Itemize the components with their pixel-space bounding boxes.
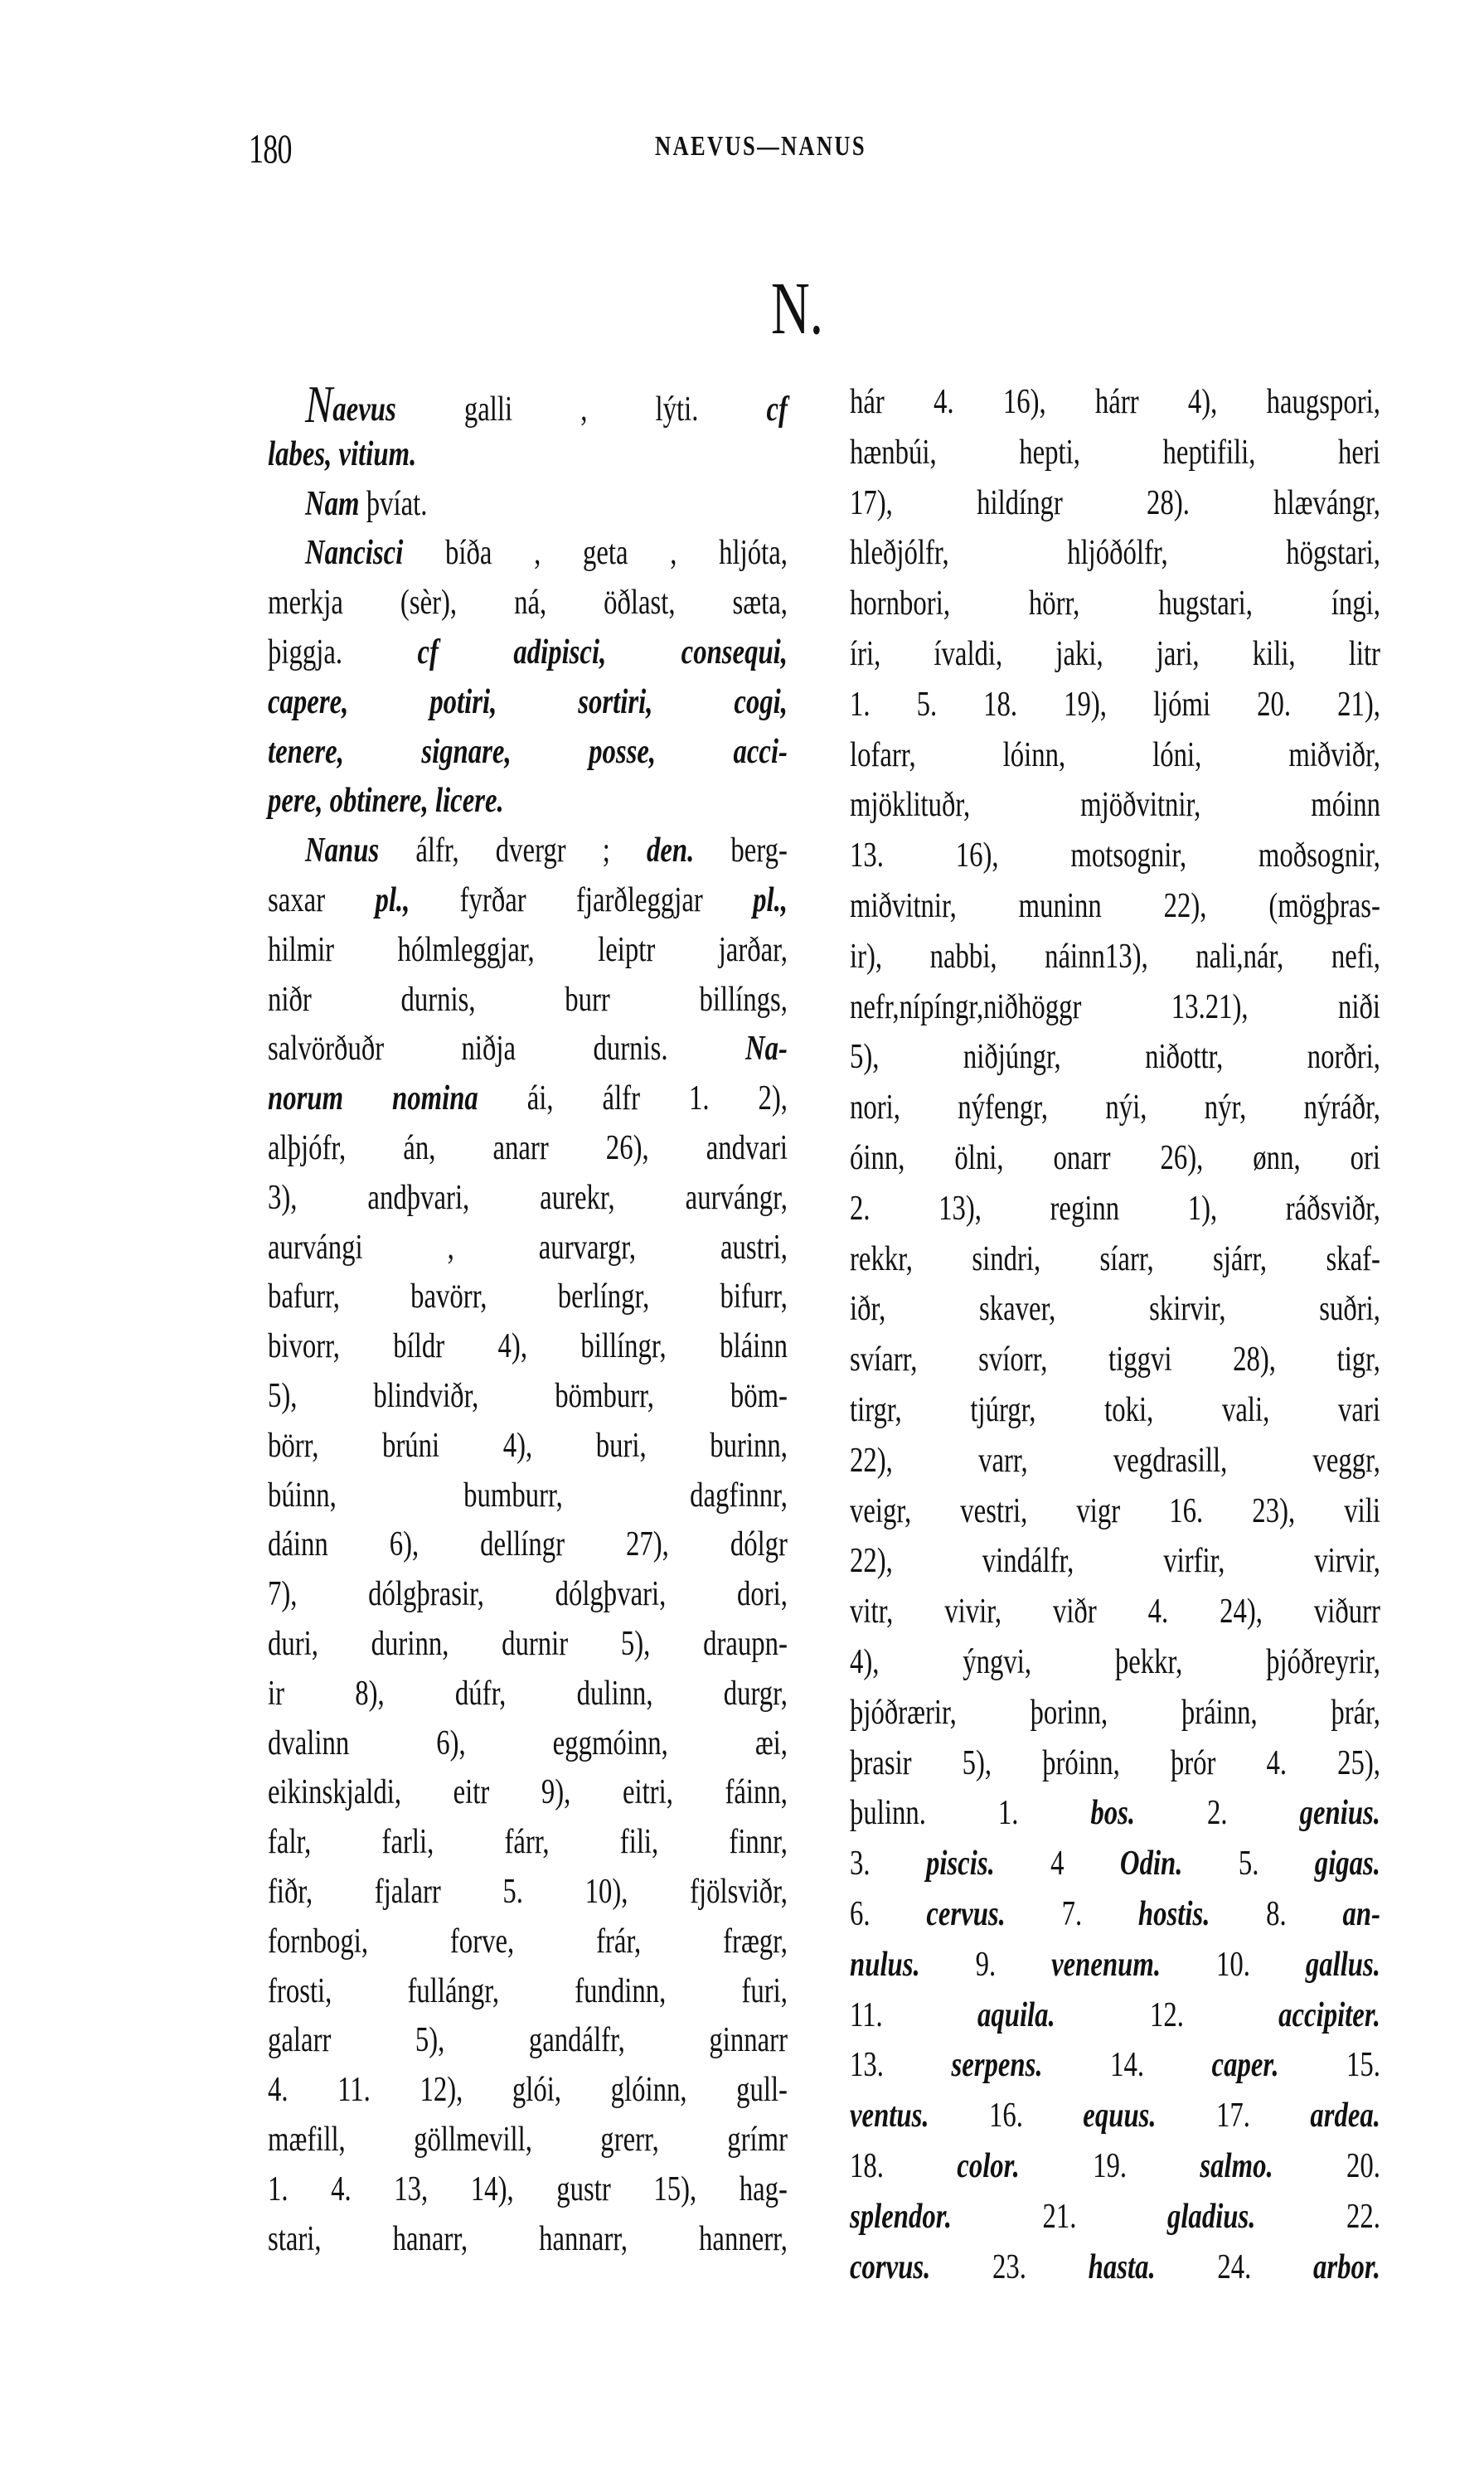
latin-italic-run: norum nomina xyxy=(268,1079,478,1118)
text-line xyxy=(268,1817,788,1867)
latin-italic-run: salmo. xyxy=(1200,2147,1273,2185)
text-line xyxy=(268,925,788,975)
latin-italic-run: equus. xyxy=(1083,2097,1157,2136)
text-run: hár 4. 16), hárr 4), haugspori, xyxy=(850,383,1380,421)
text-line xyxy=(268,1619,788,1669)
text-run: fornbogi, forve, frár, frægr, xyxy=(268,1922,788,1961)
text-run: 2. 13), reginn 1), ráðsviðr, xyxy=(850,1189,1380,1228)
text-run: íri, ívaldi, jaki, jari, kili, litr xyxy=(850,635,1380,673)
text-line xyxy=(268,628,788,677)
text-run: berg- xyxy=(694,831,788,870)
text-line xyxy=(268,875,788,925)
latin-italic-run: arbor. xyxy=(1312,2247,1380,2286)
latin-italic-run: den. xyxy=(646,831,695,870)
text-line xyxy=(268,2214,788,2264)
text-run: bíða , geta , hljóta, xyxy=(403,534,788,573)
text-line xyxy=(268,1421,788,1471)
text-line xyxy=(850,2040,1380,2090)
text-run: þrasir 5), þróinn, þrór 4. 25), xyxy=(850,1743,1380,1782)
latin-italic-run: Nancisci xyxy=(305,534,404,573)
text-run: 4 xyxy=(994,1845,1120,1883)
text-run: 17), hildíngr 28). hlævángr, xyxy=(850,483,1380,522)
text-run: 13. 16), motsognir, moðsognir, xyxy=(850,836,1380,875)
text-line xyxy=(850,780,1380,830)
text-run: bivorr, bíldr 4), billíngr, bláinn xyxy=(268,1327,788,1366)
latin-italic-run: an- xyxy=(1342,1895,1380,1933)
text-run: 7), dólgþrasir, dólgþvari, dori, xyxy=(268,1575,788,1614)
text-line xyxy=(268,975,788,1025)
latin-italic-run: tenere, signare, posse, acci- xyxy=(268,732,788,771)
text-run: þvíat. xyxy=(359,484,428,523)
text-run: 5. xyxy=(1182,1845,1315,1883)
text-run: 3. xyxy=(850,1845,926,1883)
initial-capital: N xyxy=(305,375,333,434)
text-run: svíarr, svíorr, tiggvi 28), tigr, xyxy=(850,1340,1380,1379)
text-line xyxy=(850,2091,1380,2140)
latin-italic-run: ventus. xyxy=(850,2097,929,2136)
text-line xyxy=(268,1867,788,1917)
text-line xyxy=(268,1719,788,1768)
text-run: 8. xyxy=(1210,1895,1343,1933)
text-run: 11. xyxy=(850,1995,977,2034)
text-run: 23. xyxy=(930,2247,1089,2286)
text-line xyxy=(268,1569,788,1619)
latin-italic-run: aquila. xyxy=(977,1995,1055,2034)
text-run: 22), varr, vegdrasill, veggr, xyxy=(850,1441,1380,1480)
text-line xyxy=(850,1536,1380,1586)
text-line xyxy=(268,1223,788,1273)
text-line xyxy=(850,932,1380,982)
text-run: iðr, skaver, skirvir, suðri, xyxy=(850,1290,1380,1329)
text-run: salvörðuðr niðja durnis. xyxy=(268,1030,746,1069)
text-run: dáinn 6), dellíngr 27), dólgr xyxy=(268,1525,788,1564)
latin-italic-run: nulus. xyxy=(850,1945,920,1984)
text-run: miðvitnir, muninn 22), (mögþras- xyxy=(850,887,1380,925)
running-head-title: NAEVUS—NANUS xyxy=(655,131,867,162)
text-run: galarr 5), gandálfr, ginnarr xyxy=(268,2021,788,2060)
text-line xyxy=(850,1234,1380,1284)
latin-italic-run: pere, obtinere, licere. xyxy=(268,782,504,821)
text-run: 15. xyxy=(1278,2046,1380,2085)
text-run: 1. 4. 13, 14), gustr 15), hag- xyxy=(268,2169,788,2208)
text-line xyxy=(268,2065,788,2115)
text-line xyxy=(268,2165,788,2214)
text-run: 16. xyxy=(929,2097,1084,2136)
text-line xyxy=(268,1173,788,1223)
text-line xyxy=(268,429,788,479)
text-line xyxy=(268,479,788,529)
text-run: 4), ýngvi, þekkr, þjóðreyrir, xyxy=(850,1643,1380,1681)
text-run: 3), andþvari, aurekr, aurvángr, xyxy=(268,1178,788,1217)
text-run: aurvángi , aurvargr, austri, xyxy=(268,1228,788,1267)
text-line xyxy=(850,377,1380,427)
text-run: merkja (sèr), ná, öðlast, sæta, xyxy=(268,584,788,623)
text-line xyxy=(268,1520,788,1569)
text-run: 6. xyxy=(850,1895,927,1933)
latin-italic-run: genius. xyxy=(1299,1794,1380,1833)
running-header xyxy=(0,124,1484,174)
text-run: vitr, vivir, viðr 4. 24), viðurr xyxy=(850,1593,1380,1631)
text-run: hilmir hólmleggjar, leiptr jarðar, xyxy=(268,930,788,969)
text-line xyxy=(268,1024,788,1074)
latin-italic-run: accipiter. xyxy=(1278,1995,1380,2034)
text-line xyxy=(850,1486,1380,1536)
text-line xyxy=(850,1738,1380,1788)
latin-italic-run: corvus. xyxy=(850,2247,931,2286)
text-line xyxy=(850,1587,1380,1636)
text-run: dvalinn 6), eggmóinn, æi, xyxy=(268,1723,788,1762)
section-letter-heading: N. xyxy=(771,268,823,350)
text-run: 19. xyxy=(1019,2147,1200,2185)
text-run: þjóðrærir, þorinn, þráinn, þrár, xyxy=(850,1693,1380,1732)
latin-italic-run: cf xyxy=(766,390,788,429)
text-line xyxy=(268,2115,788,2165)
text-line xyxy=(850,881,1380,931)
text-run: alþjófr, án, anarr 26), andvari xyxy=(268,1129,788,1167)
text-line xyxy=(268,1272,788,1321)
text-line xyxy=(850,1990,1380,2040)
text-run: mjöklituðr, mjöðvitnir, móinn xyxy=(850,786,1380,825)
latin-italic-run: Na- xyxy=(745,1030,788,1069)
text-run: 22), vindálfr, virfir, virvir, xyxy=(850,1542,1380,1581)
latin-italic-run: Nanus xyxy=(305,831,380,870)
text-line xyxy=(850,982,1380,1032)
text-run: 1. 5. 18. 19), ljómi 20. 21), xyxy=(850,685,1380,724)
text-line xyxy=(268,1123,788,1173)
text-run: 10. xyxy=(1161,1945,1306,1984)
text-run: 17. xyxy=(1156,2097,1311,2136)
text-line xyxy=(850,579,1380,628)
text-run: 4. 11. 12), glói, glóinn, gull- xyxy=(268,2071,788,2110)
text-line xyxy=(850,1436,1380,1486)
text-line xyxy=(850,2192,1380,2242)
text-run: 18. xyxy=(850,2147,958,2185)
text-run: ái, álfr 1. 2), xyxy=(478,1079,788,1118)
text-run: saxar xyxy=(268,881,376,919)
text-line xyxy=(268,1917,788,1966)
latin-italic-run: serpens. xyxy=(951,2046,1043,2085)
latin-italic-run: gigas. xyxy=(1314,1845,1380,1883)
text-run: 2. xyxy=(1135,1794,1300,1833)
text-run: 9. xyxy=(919,1945,1052,1984)
text-line xyxy=(268,528,788,578)
text-run: hleðjólfr, hljóðólfr, högstari, xyxy=(850,534,1380,573)
text-line xyxy=(268,2015,788,2065)
text-run: ir 8), dúfr, dulinn, durgr, xyxy=(268,1674,788,1713)
text-run: frosti, fullángr, fundinn, furi, xyxy=(268,1971,788,2010)
text-run: 24. xyxy=(1155,2247,1313,2286)
text-run: stari, hanarr, hannarr, hannerr, xyxy=(268,2219,788,2258)
text-line xyxy=(850,1839,1380,1888)
text-run: galli , lýti. xyxy=(395,390,767,429)
text-run: bafurr, bavörr, berlíngr, bifurr, xyxy=(268,1277,788,1316)
latin-italic-run: aevus xyxy=(332,390,396,429)
text-run: álfr, dvergr ; xyxy=(379,831,647,870)
latin-italic-run: cf adipisci, consequi, xyxy=(417,633,788,671)
text-run: eikinskjaldi, eitr 9), eitri, fáinn, xyxy=(268,1773,788,1812)
latin-italic-run: caper. xyxy=(1211,2046,1279,2085)
latin-italic-run: hostis. xyxy=(1137,1895,1210,1933)
text-line xyxy=(850,428,1380,478)
text-run: þiggja. xyxy=(268,633,418,671)
latin-italic-run: capere, potiri, sortiri, cogi, xyxy=(268,682,788,721)
text-line xyxy=(850,1083,1380,1132)
text-line xyxy=(850,1889,1380,1939)
text-line xyxy=(850,528,1380,578)
text-run: 21. xyxy=(951,2197,1167,2236)
text-line xyxy=(850,1637,1380,1687)
text-line xyxy=(268,826,788,875)
text-run: 20. xyxy=(1273,2147,1380,2185)
text-line xyxy=(268,1966,788,2016)
text-run: tirgr, tjúrgr, toki, vali, vari xyxy=(850,1391,1380,1429)
text-line xyxy=(268,727,788,777)
text-run: 22. xyxy=(1255,2197,1380,2236)
text-run: búinn, bumburr, dagfinnr, xyxy=(268,1476,788,1515)
text-line xyxy=(850,1284,1380,1334)
text-run: þulinn. 1. xyxy=(850,1794,1091,1833)
text-run: duri, durinn, durnir 5), draupn- xyxy=(268,1625,788,1663)
text-line xyxy=(850,1788,1380,1838)
latin-italic-run: gladius. xyxy=(1166,2197,1256,2236)
text-line xyxy=(850,478,1380,528)
text-run: 13. xyxy=(850,2046,952,2085)
text-line xyxy=(268,1371,788,1421)
text-line xyxy=(850,1184,1380,1234)
latin-italic-run: ardea. xyxy=(1310,2097,1380,2136)
text-run: niðr durnis, burr billíngs, xyxy=(268,980,788,1019)
text-line xyxy=(268,776,788,826)
latin-italic-run: bos. xyxy=(1090,1794,1136,1833)
text-line xyxy=(850,1688,1380,1738)
text-run: nori, nýfengr, nýi, nýr, nýráðr, xyxy=(850,1088,1380,1127)
text-run: hænbúi, hepti, heptifili, heri xyxy=(850,433,1380,472)
text-run: falr, farli, fárr, fili, finnr, xyxy=(268,1823,788,1862)
text-run: ir), nabbi, náinn13), nali,nár, nefi, xyxy=(850,937,1380,976)
text-run: börr, brúni 4), buri, burinn, xyxy=(268,1426,788,1465)
text-line xyxy=(268,1471,788,1520)
latin-italic-run: pl., xyxy=(375,881,410,919)
latin-italic-run: pl., xyxy=(753,881,788,919)
page-number: 180 xyxy=(249,125,292,172)
text-run: 12. xyxy=(1055,1995,1279,2034)
latin-italic-run: venenum. xyxy=(1051,1945,1161,1984)
text-line xyxy=(850,831,1380,880)
text-line xyxy=(850,1385,1380,1435)
text-line xyxy=(850,2242,1380,2292)
text-run: lofarr, lóinn, lóni, miðviðr, xyxy=(850,735,1380,774)
latin-italic-run: Nam xyxy=(305,484,360,523)
text-line xyxy=(268,677,788,727)
text-line xyxy=(268,1669,788,1719)
text-run: óinn, ölni, onarr 26), ønn, ori xyxy=(850,1139,1380,1177)
text-run: mæfill, göllmevill, grerr, grímr xyxy=(268,2121,788,2159)
text-run: rekkr, sindri, síarr, sjárr, skaf- xyxy=(850,1239,1380,1278)
text-run: 14. xyxy=(1042,2046,1212,2085)
text-line xyxy=(268,1767,788,1817)
latin-italic-run: color. xyxy=(957,2147,1020,2185)
latin-italic-run: gallus. xyxy=(1305,1945,1380,1984)
latin-italic-run: Odin. xyxy=(1119,1845,1183,1883)
text-line xyxy=(850,1940,1380,1990)
text-line xyxy=(268,1321,788,1371)
latin-italic-run: labes, vitium. xyxy=(268,434,417,473)
text-run: 5), blindviðr, bömburr, böm- xyxy=(268,1377,788,1415)
latin-italic-run: hasta. xyxy=(1088,2247,1156,2286)
latin-italic-run: piscis. xyxy=(925,1845,995,1883)
text-run: hornbori, hörr, hugstari, íngi, xyxy=(850,584,1380,623)
text-run: veigr, vestri, vigr 16. 23), vili xyxy=(850,1491,1380,1530)
text-line xyxy=(268,1074,788,1123)
text-line xyxy=(850,1133,1380,1183)
text-run: nefr,nípíngr,niðhöggr 13.21), niði xyxy=(850,987,1380,1026)
text-line xyxy=(850,629,1380,679)
text-run: fyrðar fjarðleggjar xyxy=(410,881,754,919)
text-line xyxy=(850,730,1380,780)
text-run: fiðr, fjalarr 5. 10), fjölsviðr, xyxy=(268,1873,788,1911)
text-run: 5), niðjúngr, niðottr, norðri, xyxy=(850,1038,1380,1077)
text-line xyxy=(268,375,788,434)
text-line xyxy=(850,1335,1380,1384)
text-line xyxy=(850,680,1380,730)
text-line xyxy=(268,578,788,628)
text-line xyxy=(850,2141,1380,2191)
latin-italic-run: cervus. xyxy=(926,1895,1006,1933)
text-run: 7. xyxy=(1005,1895,1138,1933)
latin-italic-run: splendor. xyxy=(850,2197,952,2236)
text-line xyxy=(850,1032,1380,1082)
